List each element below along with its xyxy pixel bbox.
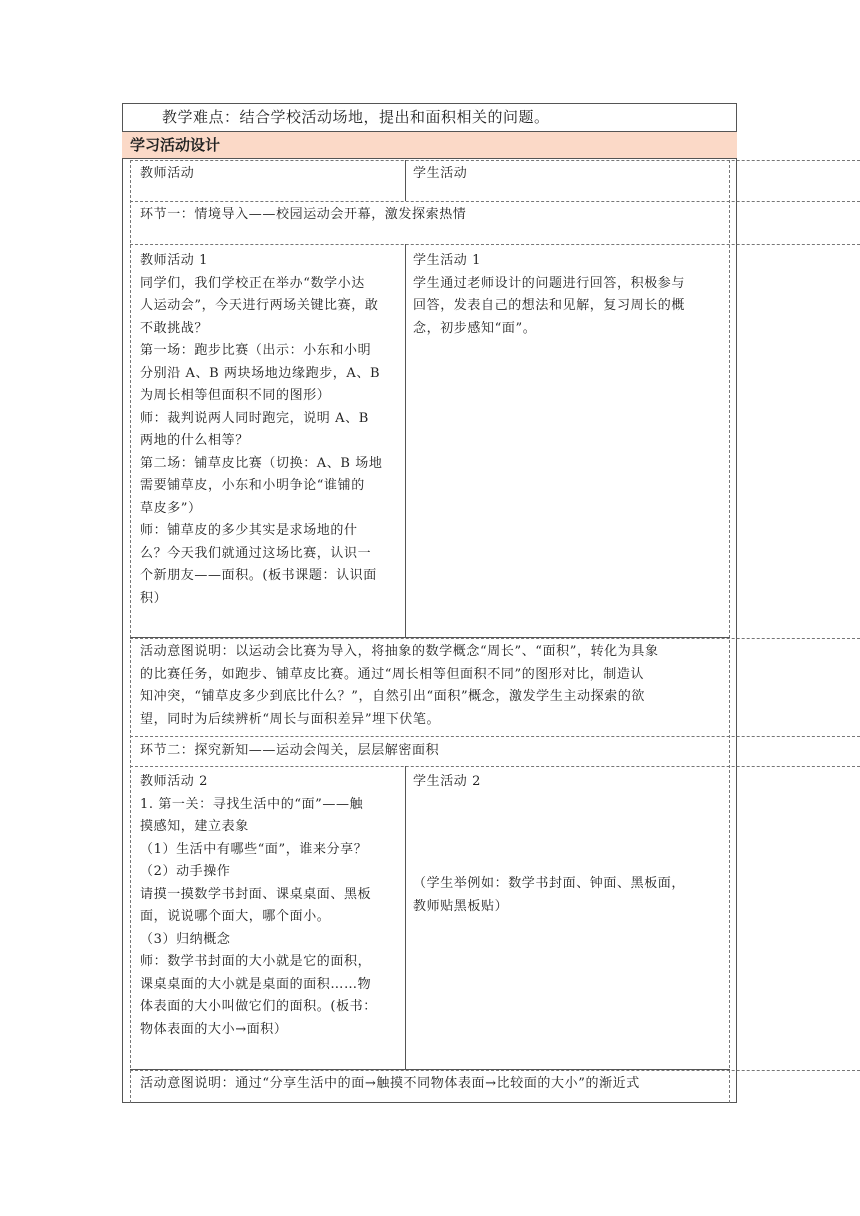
teaching-difficulty: 教学难点：结合学校活动场地，提出和面积相关的问题。: [122, 103, 737, 132]
text-line: 摸感知，建立表象: [140, 819, 249, 834]
grid-line: [130, 766, 860, 767]
text-line: 知冲突，“铺草皮多少到底比什么？”，自然引出“面积”概念，激发学生主动探索的欲: [140, 689, 645, 704]
text-line: 学生活动 2: [413, 774, 482, 789]
text-line: 草皮多”）: [140, 500, 202, 516]
teacher-activity-header: 教师活动: [140, 166, 195, 181]
text-line: 不敢挑战？: [140, 320, 209, 336]
student-activity-header: 学生活动: [413, 166, 468, 181]
grid-line: [130, 638, 860, 639]
text-line: 教师活动 1: [140, 253, 209, 268]
stage-1-teacher-activity: [140, 250, 402, 610]
text-line: 教师贴黑板贴）: [413, 898, 509, 914]
row-divider: [130, 1069, 730, 1070]
text-line: 师：数学书封面的大小就是它的面积，: [140, 954, 372, 969]
grid-line: [130, 160, 860, 161]
grid-line: [130, 201, 860, 202]
text-line: 活动意图说明：通过“分享生活中的面→触摸不同物体表面→比较面的大小”的渐近式: [140, 1076, 640, 1091]
grid-line: [729, 160, 730, 1103]
text-line: 人运动会”，今天进行两场关键比赛，敢: [140, 298, 379, 313]
text-line: 两地的什么相等？: [140, 433, 249, 448]
text-line: 物体表面的大小→面积）: [140, 1021, 288, 1037]
text-line: 面，说说哪个面大，哪个面小。: [140, 909, 331, 924]
text-line: 同学们，我们学校正在举办“数学小达: [140, 275, 365, 291]
text-line: 积）: [140, 590, 168, 606]
stage-2-title: 环节二：探究新知——运动会闯关，层层解密面积: [140, 743, 440, 758]
text-line: （1）生活中有哪些“面”，谁来分享？: [140, 841, 368, 857]
text-line: 回答，发表自己的想法和见解，复习周长的概: [413, 298, 686, 313]
stage-2-intent: [140, 1073, 726, 1096]
text-line: 师：裁判说两人同时跑完，说明 A、B: [140, 410, 369, 426]
column-divider: [405, 766, 406, 1070]
text-line: 请摸一摸数学书封面、课桌桌面、黑板: [140, 886, 372, 902]
stage-1-title: 环节一：情境导入——校园运动会开幕，激发探索热情: [140, 207, 467, 222]
text-line: 的比赛任务，如跑步、铺草皮比赛。通过“周长相等但面积不同”的图形对比，制造认: [140, 666, 645, 682]
text-line: 需要铺草皮，小东和小明争论“谁铺的: [140, 478, 365, 493]
text-line: 活动意图说明：以运动会比赛为导入，将抽象的数学概念“周长”、“面积”，转化为具象: [140, 644, 659, 659]
text-line: 么？今天我们就通过这场比赛，认识一: [140, 545, 372, 561]
text-line: 体表面的大小叫做它们的面积。(板书：: [140, 999, 377, 1014]
stage-2-student-activity: [413, 771, 725, 918]
text-line: 为周长相等但面积不同的图形）: [140, 388, 331, 403]
stage-1-student-activity: [413, 250, 725, 340]
text-line: （2）动手操作: [140, 864, 231, 879]
text-line: 第二场：铺草皮比赛（切换：A、B 场地: [140, 455, 383, 471]
text-line: 个新朋友——面积。(板书课题：认识面: [140, 568, 377, 583]
column-divider: [405, 160, 406, 201]
section-title-learning-design: 学习活动设计: [122, 132, 737, 159]
text-line: 1. 第一关：寻找生活中的“面”——触: [140, 796, 364, 812]
row-divider: [130, 637, 730, 638]
column-divider: [405, 244, 406, 638]
stage-2-teacher-activity: [140, 771, 402, 1041]
blank-line: [413, 861, 725, 873]
text-line: 教师活动 2: [140, 774, 209, 789]
blank-line: [413, 816, 725, 839]
text-line: 学生通过老师设计的问题进行回答，积极参与: [413, 275, 686, 291]
blank-line: [413, 839, 725, 862]
text-line: 学生活动 1: [413, 253, 482, 268]
text-line: 分别沿 A、B 两块场地边缘跑步，A、B: [140, 365, 381, 381]
text-line: （学生举例如：数学书封面、钟面、黑板面，: [413, 876, 686, 891]
blank-line: [413, 794, 725, 817]
text-line: 念，初步感知“面”。: [413, 320, 537, 336]
grid-line: [130, 244, 860, 245]
grid-line: [130, 160, 131, 1103]
text-line: 第一场：跑步比赛（出示：小东和小明: [140, 343, 372, 358]
stage-1-intent: [140, 641, 726, 731]
text-line: 师：铺草皮的多少其实是求场地的什: [140, 523, 358, 538]
grid-line: [130, 736, 860, 737]
text-line: 望，同时为后续辨析“周长与面积差异”埋下伏笔。: [140, 711, 441, 727]
grid-line: [130, 1070, 860, 1071]
text-line: （3）归纳概念: [140, 931, 231, 947]
text-line: 课桌桌面的大小就是桌面的面积……物: [140, 976, 372, 992]
